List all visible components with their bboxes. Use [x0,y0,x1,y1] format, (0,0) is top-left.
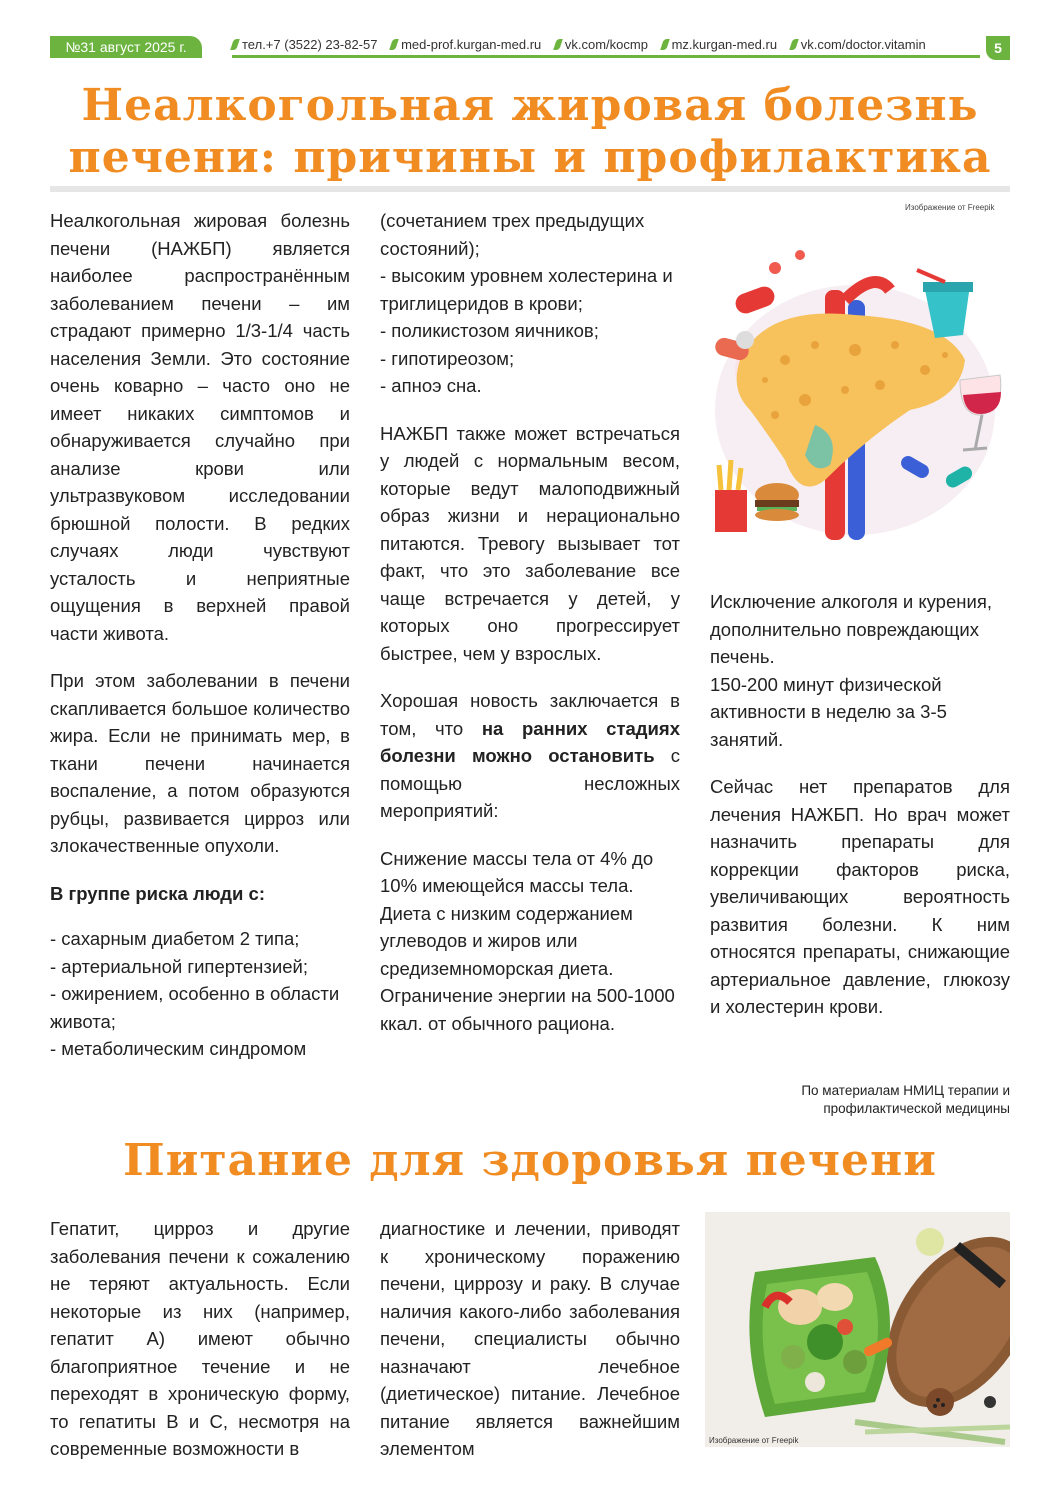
article2-title: Питание для здоровья печени [123,1135,937,1186]
paragraph: Неалкогольная жировая болезнь печени (НАЖБП) является наиболее распространённым заболеванием печени – им страдают примерно 1/3-1/4 часть населения Земли. Это состояние очень коварно – часто оно не имеет никаких симптомов и обнаруживается случайно при анализе крови или ультразвуковом исследовании брюшной полости. В редких случаях люди чувствуют усталость и неприятные ощущения в верхней правой части живота. [50,210,350,644]
contact-vk-2[interactable]: vk.com/doctor.vitamin [791,37,926,52]
list-item: 150-200 минут физической активности в неделю за 3-5 занятий. [710,673,947,750]
list-item: - сахарным диабетом 2 типа; [50,928,300,949]
list-item: - ожирением, особенно в области живота; [50,983,340,1032]
leaf-icon [660,39,670,50]
article1-column-2 [380,207,680,1037]
list-item: - метаболическим синдромом [50,1038,307,1059]
source-note: По материалам НМИЦ терапии и профилактической медицины [801,1083,1010,1116]
list-item: Исключение алкоголя и курения, дополнительно повреждающих печень. [710,591,992,667]
image-credit: Изображение от Freepik [905,203,995,212]
contact-site-2[interactable]: mz.kurgan-med.ru [662,37,777,52]
list-item: (сочетанием трех предыдущих состояний); [380,210,645,259]
list-item: Снижение массы тела от 4% до 10% имеющейся массы тела. [380,847,654,896]
risk-list [50,925,350,1063]
paragraph: НАЖБП также может встречаться у людей с нормальным весом, которые ведут малоподвижный образ жизни и нерационально питаются. Тревогу вызывает тот факт, что это заболевание все чаще встречается у детей, у которых оно прогрессирует быстрее, чем у взрослых. [380,422,680,664]
risk-heading: В группе риска люди с: [50,882,265,904]
contact-vk-1[interactable]: vk.com/kocmp [555,37,648,52]
page-number: 5 [986,36,1010,60]
list-item: - поликистозом яичников; [380,320,599,341]
food-bowl-graphic [705,1212,1010,1447]
paragraph: Гепатит, цирроз и другие заболевания печени к сожалению не теряют актуальность. Если некоторые из них (например, гепатит А) имеют обычно благоприятное течение и не переходят в хроническую форму, то гепатиты В и С, несмотря на современные возможности в [50,1218,350,1459]
highlight-text: на ранних стадиях болезни можно остановить [380,717,680,766]
food-bowl-photo [705,1212,1010,1447]
contact-site-1[interactable]: med-prof.kurgan-med.ru [391,37,541,52]
image-credit: Изображение от Freepik [709,1436,799,1445]
liver-illustration [705,210,1010,580]
measures-list-continued [710,588,1010,753]
list-item: - гипотиреозом; [380,347,515,369]
header-rule [232,55,980,58]
list-item: Ограничение энергии на 500-1000 ккал. от обычного рациона. [380,985,675,1034]
list-item: - высоким уровнем холестерина и триглицеридов в крови; [380,265,673,314]
issue-badge: №31 август 2025 г. [50,36,202,58]
list-item: - артериальной гипертензией; [50,955,308,977]
paragraph: Сейчас нет препаратов для лечения НАЖБП. Но врач может назначить препараты для коррекции факторов риска, увеличивающих вероятность развития болезни. К ним относятся препараты, снижающие артериальное давление, глюкозу и холестерин крови. [710,776,1010,1017]
leaf-icon [553,39,563,50]
leaf-icon [789,39,799,50]
paragraph: При этом заболевании в печени скапливается большое количество жира. Если не принимать мер, в ткани печени начинается воспаление, а потом образуются рубцы, развивается цирроз или злокачественные опухоли. [50,670,350,856]
article1-title: Неалкогольная жировая болезнь печени: причины и профилактика [68,80,992,183]
contacts-bar [232,37,936,53]
measures-list [380,845,680,1038]
article2-column-2 [380,1215,680,1483]
page-header [50,36,1010,60]
leaf-icon [230,39,240,50]
list-item: - апноэ сна. [380,375,482,396]
article2-column-1 [50,1215,350,1483]
title-divider [50,186,1010,192]
paragraph: Хорошая новость заключается в том, что на ранних стадиях болезни можно остановить с помощью несложных мероприятий: [380,690,680,821]
article1-column-1 [50,207,350,1063]
risk-list-continued [380,207,680,400]
article1-column-3 [710,588,1010,1041]
leaf-icon [389,39,399,50]
list-item: Диета с низким содержанием углеводов и жиров или средиземноморская диета. [380,902,633,979]
contact-phone: тел.+7 (3522) 23-82-57 [232,37,377,52]
paragraph: диагностике и лечении, приводят к хроническому поражению печени, циррозу и раку. В случае наличия какого-либо заболевания печени, специалисты обычно назначают лечебное (диетическое) питание. Лечебное питание является важнейшим элементом [380,1218,680,1459]
